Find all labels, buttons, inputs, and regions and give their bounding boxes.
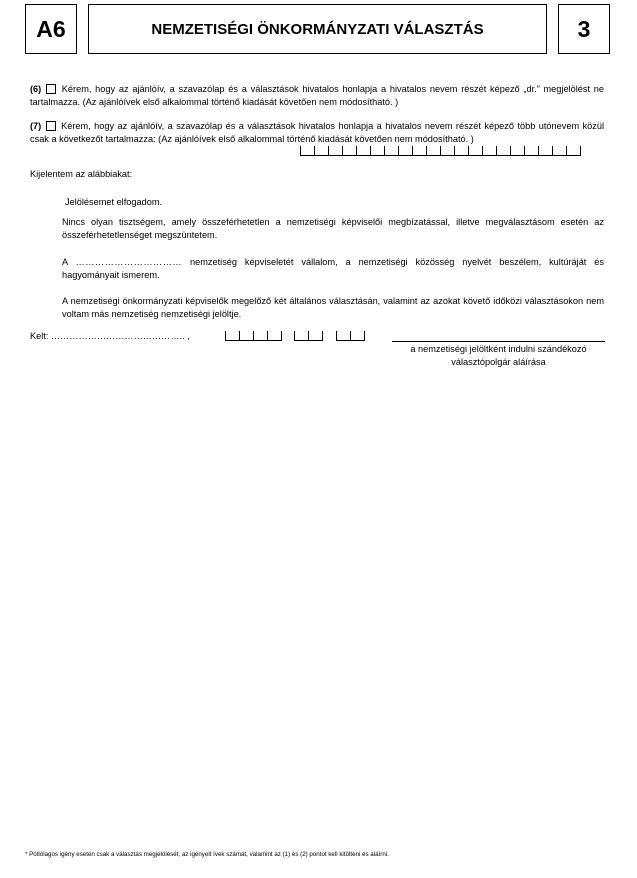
nationality-prefix: A [62,257,68,267]
declaration-intro: Kijelentem az alábbiakat: [30,169,133,179]
form-code: A6 [25,4,77,54]
date-month-cells[interactable] [294,331,323,341]
option-6-text: Kérem, hogy az ajánlóív, a szavazólap és a választások hivatalos honlapja a hivatalos nevem részét képező „dr.” megjelölést ne tartalmazza. (Az ajánlóívek első alkalommal történő kiadását követően nem módosítható. ) [30,84,604,107]
declaration-incompatibility: Nincs olyan tisztségem, amely összeférhetetlen a nemzetiségi képviselői megbízatással, illetve megválasztásom esetén az összeférhetetlenséget megszüntetem. [62,217,604,240]
option-6-checkbox[interactable] [46,84,56,94]
declaration-accept: Jelölésemet elfogadom. [65,197,163,207]
option-7 [30,120,604,146]
option-7-text: Kérem, hogy az ajánlóív, a szavazólap és a választások hivatalos honlapja a hivatalos nevem részét képező több utónevem közül csak a következőt tartalmazza: (Az ajánlóívek első alkalommal történő kiadását követően nem módosítható. ) [30,121,604,144]
option-6 [30,83,604,109]
page-number: 3 [558,4,610,54]
first-name-cells[interactable] [300,146,581,156]
nationality-suffix: nemzetiség képviseletét vállalom, a nemzetiségi közösség nyelvét beszélem, kultúráját és hagyományait ismerem. [62,257,604,280]
form-title: NEMZETISÉGI ÖNKORMÁNYZATI VÁLASZTÁS [88,4,547,54]
declaration-nationality [62,256,604,282]
signer-caption-2: választópolgár aláírása [451,357,546,367]
place-field[interactable]: Kelt: …………………………………….. , [30,331,190,341]
declaration-previous: A nemzetiségi önkormányzati képviselők megelőző két általános választásán, valamint az azokat követő időközi választásokon nem voltam más nemzetiség nemzetiségi jelöltje. [62,296,604,319]
signature-line[interactable] [392,341,605,342]
date-day-cells[interactable] [336,331,365,341]
signer-caption-1: a nemzetiségi jelöltként indulni szándékozó [410,344,587,354]
nationality-field[interactable]: …………………………… [75,257,183,267]
footnote: * Pótlólagos igény esetén csak a választás megjelölését, az igényelt ívek számát, valamint az (1) és (2) pontot kell kitölteni és aláírni. [25,851,389,858]
option-6-number: (6) [30,84,42,94]
date-year-cells[interactable] [225,331,282,341]
option-7-number: (7) [30,121,42,131]
option-7-checkbox[interactable] [46,121,56,131]
